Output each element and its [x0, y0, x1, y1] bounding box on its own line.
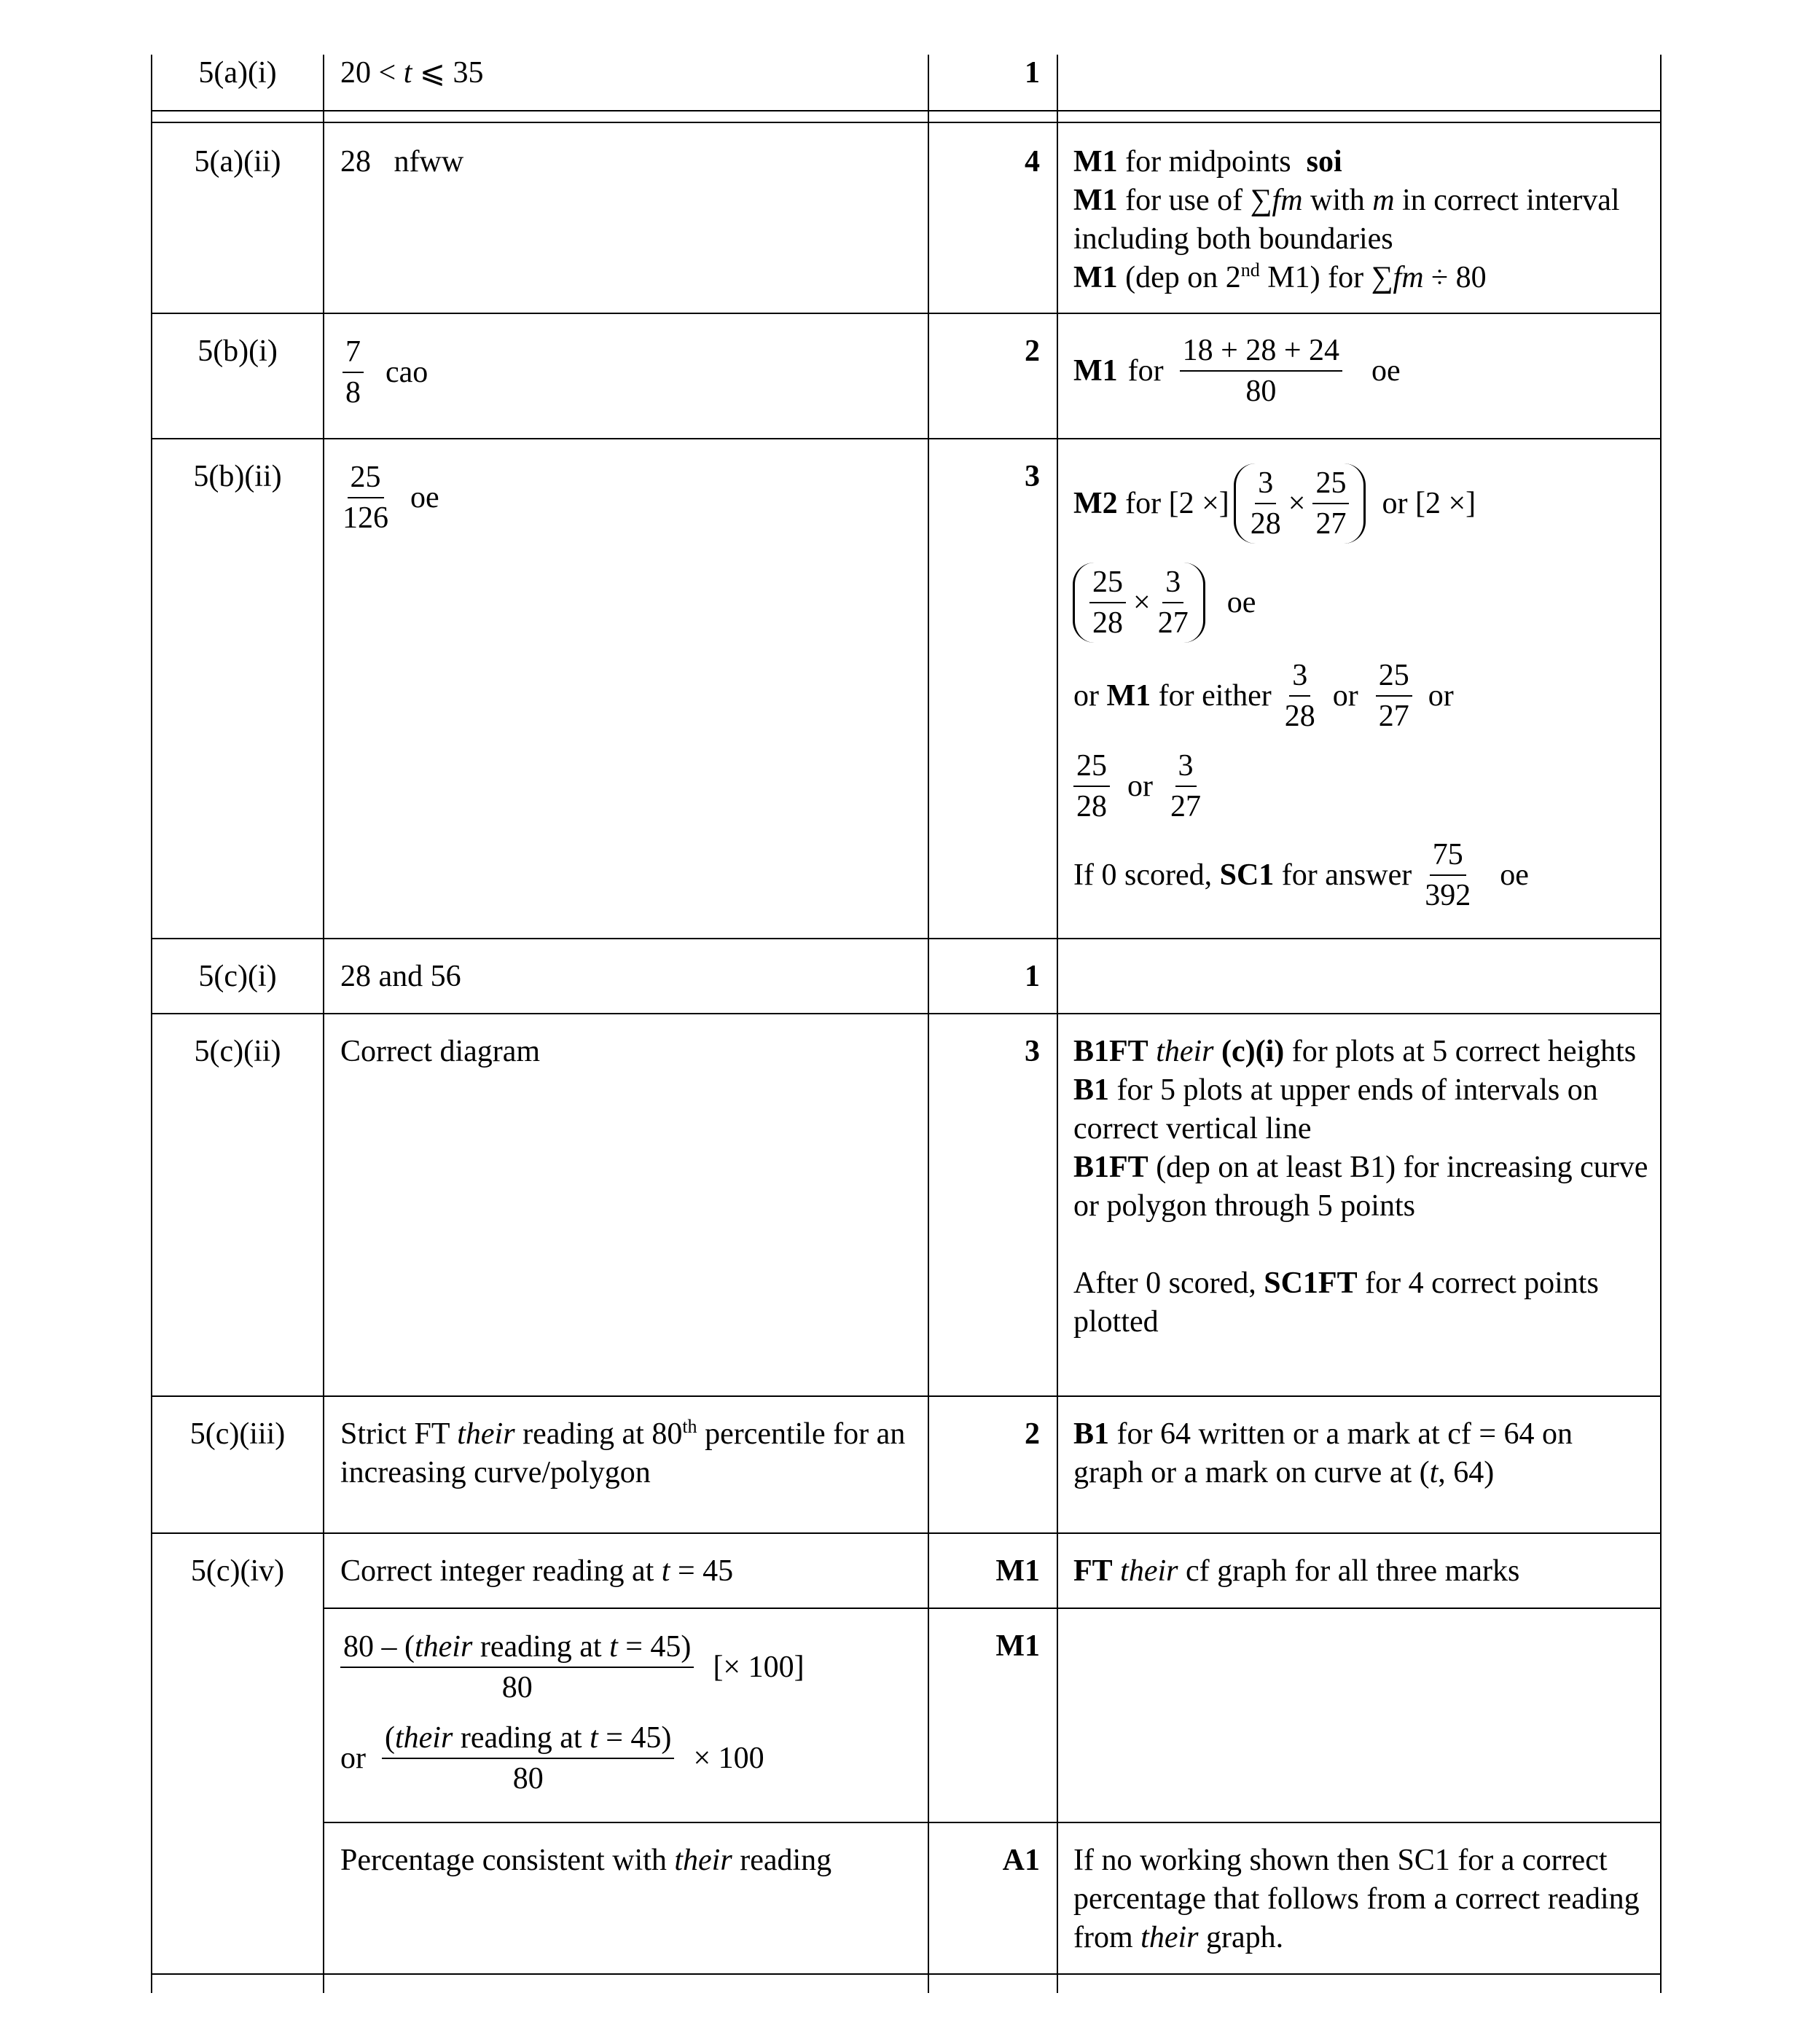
fraction-denominator: 80 — [512, 1762, 544, 1796]
question-number: 5(b)(i) — [197, 334, 278, 368]
question-number: 5(c)(iv) — [190, 1554, 285, 1588]
fraction-denominator: 27 — [1170, 790, 1201, 823]
marks-cell: 1 — [1025, 960, 1040, 993]
guidance-text: for 5 plots at upper ends of intervals on correct vertical line — [1073, 1073, 1598, 1146]
answer-cell — [340, 54, 916, 93]
fraction-numerator: 75 — [1430, 838, 1466, 876]
guidance-fraction — [1376, 659, 1412, 733]
guidance-fraction — [1285, 659, 1315, 733]
guidance-text: or — [1073, 678, 1107, 713]
mark-code: FT — [1073, 1554, 1113, 1588]
row-divider — [151, 110, 1662, 111]
answer-cell — [335, 335, 428, 410]
guidance-text: or — [1428, 678, 1454, 713]
marks-cell: M1 — [995, 1629, 1040, 1663]
guidance-fraction — [1251, 466, 1281, 541]
answer-italic: t — [661, 1554, 670, 1588]
guidance-text: for use of ∑ — [1117, 184, 1272, 217]
table-divider-question — [323, 55, 324, 1993]
marks-cell: 3 — [1025, 460, 1040, 493]
guidance-fraction — [1170, 749, 1201, 823]
mark-code: B1FT — [1073, 1151, 1148, 1184]
answer-formula — [340, 1721, 764, 1796]
guidance-text: for [2 ×] — [1117, 486, 1229, 520]
answer-cell — [335, 461, 439, 535]
mark-code: M1 — [1073, 145, 1118, 179]
space — [1148, 1035, 1157, 1068]
answer-italic: their — [674, 1844, 732, 1877]
row-divider — [151, 1395, 1662, 1397]
guidance-text: If 0 scored, — [1073, 858, 1220, 892]
row-divider — [323, 1822, 1662, 1823]
guidance-text: for answer — [1274, 858, 1412, 892]
formula-text: reading at — [453, 1721, 590, 1755]
guidance-line — [1066, 749, 1208, 823]
guidance-line — [1068, 563, 1256, 643]
row-divider — [151, 122, 1662, 123]
answer-text: ⩽ 35 — [412, 56, 484, 90]
answer-cell — [340, 1552, 916, 1591]
space — [1113, 1554, 1121, 1588]
guidance-fraction — [1089, 565, 1126, 640]
guidance-line — [1073, 143, 1649, 181]
formula-text: or — [340, 1741, 366, 1775]
guidance-italic: their — [1156, 1035, 1214, 1068]
guidance-text: oe — [1371, 353, 1401, 388]
table-divider-marks — [1057, 55, 1058, 1993]
guidance-text: oe — [1226, 585, 1256, 619]
marks-cell: 2 — [1025, 334, 1040, 368]
times-sign: × — [1133, 585, 1151, 619]
guidance-italic: fm — [1393, 261, 1424, 294]
formula-text: × 100 — [693, 1741, 764, 1775]
answer-text: reading — [732, 1844, 832, 1877]
mark-code: B1 — [1073, 1073, 1110, 1107]
guidance-line — [1073, 181, 1649, 259]
row-divider — [151, 1013, 1662, 1014]
fraction-denominator: 392 — [1425, 879, 1471, 912]
answer-text: Strict FT — [340, 1417, 458, 1451]
guidance-italic: their — [1140, 1921, 1199, 1954]
fraction-denominator: 27 — [1315, 507, 1347, 541]
answer-text: = 45 — [670, 1554, 734, 1588]
guidance-fraction — [1180, 334, 1342, 408]
marks-cell: M1 — [995, 1554, 1040, 1588]
guidance-fraction — [1425, 838, 1471, 912]
guidance-text: for — [1127, 353, 1164, 388]
row-divider — [151, 1532, 1662, 1534]
guidance-text: M1) for ∑ — [1259, 261, 1393, 294]
answer-qualifier: oe — [410, 480, 439, 514]
guidance-line — [1073, 659, 1454, 733]
marks-cell: A1 — [1002, 1844, 1040, 1877]
guidance-text: for either — [1151, 678, 1272, 713]
formula-text: reading at — [472, 1630, 610, 1664]
fraction-numerator: 25 — [1089, 565, 1126, 603]
answer-fraction — [382, 1721, 674, 1796]
guidance-fraction — [1158, 565, 1189, 640]
mark-code: M1 — [1106, 678, 1151, 713]
guidance-text: for 64 written or a mark at cf = 64 on graph or a mark on curve at ( — [1073, 1417, 1573, 1489]
fraction-denominator: 28 — [1250, 507, 1281, 541]
mark-code: M1 — [1073, 353, 1118, 388]
fraction-numerator — [340, 1630, 694, 1668]
fraction-denominator: 27 — [1157, 606, 1189, 640]
question-number: 5(a)(i) — [198, 56, 277, 90]
formula-text: = 45) — [598, 1721, 672, 1755]
guidance-italic: their — [1120, 1554, 1178, 1588]
answer-text: percentile for an increasing curve/polygon — [340, 1417, 906, 1489]
mark-code: SC1FT — [1264, 1266, 1358, 1300]
fraction-denominator: 8 — [345, 376, 361, 410]
fraction-numerator: 25 — [1376, 659, 1412, 697]
guidance-cell — [1073, 1552, 1649, 1591]
guidance-text: for plots at 5 correct heights — [1284, 1035, 1637, 1068]
formula-text: = 45) — [617, 1630, 692, 1664]
fraction-numerator: 25 — [348, 461, 384, 498]
formula-italic: their — [395, 1721, 453, 1755]
answer-cell — [340, 1415, 916, 1492]
part-reference: (c)(i) — [1213, 1035, 1285, 1068]
fraction-numerator: 25 — [1073, 749, 1110, 787]
guidance-text: oe — [1500, 858, 1529, 892]
formula-text: [× 100] — [713, 1650, 805, 1684]
guidance-text: If no working shown then SC1 for a correct percentage that follows from a correct reading from — [1073, 1844, 1640, 1954]
mark-code: B1FT — [1073, 1035, 1148, 1068]
guidance-italic: t — [1429, 1456, 1439, 1489]
fraction-numerator: 3 — [1255, 466, 1276, 504]
fraction-denominator: 28 — [1092, 606, 1123, 640]
fraction-numerator: 3 — [1175, 749, 1197, 787]
answer-cell: 28 nfww — [340, 145, 464, 179]
guidance-cell — [1073, 1841, 1649, 1957]
fraction-numerator — [382, 1721, 674, 1759]
guidance-text: (dep on 2 — [1117, 261, 1241, 294]
guidance-text: for midpoints — [1117, 145, 1299, 179]
fraction-denominator: 80 — [1245, 375, 1277, 408]
fraction-denominator: 28 — [1284, 700, 1315, 733]
guidance-text: with — [1302, 184, 1373, 217]
answer-variable: t — [403, 56, 412, 90]
guidance-text: ÷ 80 — [1423, 261, 1487, 294]
formula-italic: their — [415, 1630, 473, 1664]
guidance-text: for 4 correct points plotted — [1073, 1266, 1599, 1339]
row-divider — [323, 1608, 1662, 1609]
answer-cell: 28 and 56 — [340, 960, 461, 993]
guidance-paragraph — [1073, 1071, 1649, 1148]
fraction-numerator: 3 — [1289, 659, 1310, 697]
guidance-text: graph. — [1198, 1921, 1284, 1954]
guidance-fraction — [1312, 466, 1349, 541]
answer-text: reading at 80 — [514, 1417, 683, 1451]
marks-cell: 2 — [1025, 1417, 1040, 1451]
fraction-numerator: 18 + 28 + 24 — [1180, 334, 1342, 372]
guidance-text: After 0 scored, — [1073, 1266, 1264, 1300]
question-number: 5(c)(ii) — [194, 1035, 281, 1068]
guidance-fraction — [1073, 749, 1110, 823]
fraction-denominator: 28 — [1076, 790, 1107, 823]
answer-cell — [340, 1841, 916, 1880]
parenthesized-product — [1073, 563, 1205, 643]
superscript: th — [682, 1416, 697, 1437]
mark-code: M1 — [1073, 261, 1118, 294]
guidance-text: (dep on at least B1) for increasing curve or polygon through 5 points — [1073, 1151, 1648, 1223]
guidance-paragraph — [1073, 1148, 1649, 1226]
mark-code: M2 — [1073, 486, 1118, 520]
guidance-paragraph — [1073, 1264, 1649, 1342]
marks-cell: 4 — [1025, 145, 1040, 179]
guidance-italic: m — [1372, 184, 1395, 217]
formula-italic: t — [609, 1630, 618, 1664]
answer-cell: Correct diagram — [340, 1035, 541, 1068]
guidance-cell — [1073, 143, 1649, 297]
mark-code: M1 — [1073, 184, 1118, 217]
answer-fraction — [340, 1630, 694, 1704]
guidance-cell — [1073, 1033, 1649, 1342]
mark-code: SC1 — [1219, 858, 1275, 892]
row-divider — [151, 938, 1662, 939]
formula-text: 80 – ( — [343, 1630, 415, 1664]
fraction-denominator: 126 — [343, 501, 388, 535]
fraction-numerator: 25 — [1312, 466, 1349, 504]
guidance-line — [1073, 259, 1649, 297]
row-divider — [151, 1973, 1662, 1975]
guidance-text: in correct interval including both boundaries — [1073, 184, 1620, 256]
guidance-text: cf graph for all three marks — [1178, 1554, 1520, 1588]
answer-text: Correct integer reading at — [340, 1554, 662, 1588]
guidance-line — [1073, 838, 1529, 912]
mark-code: soi — [1306, 145, 1342, 179]
guidance-line — [1073, 463, 1476, 544]
question-number: 5(a)(ii) — [194, 145, 281, 179]
marks-cell: 3 — [1025, 1035, 1040, 1068]
guidance-paragraph — [1073, 1033, 1649, 1071]
marks-cell: 1 — [1025, 56, 1040, 90]
guidance-text: or — [1332, 678, 1358, 713]
guidance-cell — [1073, 334, 1401, 408]
answer-fraction — [343, 335, 364, 410]
table-border-right — [1660, 55, 1662, 1993]
question-number: 5(c)(iii) — [189, 1417, 286, 1451]
mark-code: B1 — [1073, 1417, 1110, 1451]
row-divider — [151, 438, 1662, 439]
answer-text: Percentage consistent with — [340, 1844, 675, 1877]
answer-fraction — [343, 461, 388, 535]
fraction-denominator: 80 — [501, 1671, 533, 1704]
guidance-text: , 64) — [1438, 1456, 1495, 1489]
times-sign: × — [1288, 486, 1306, 520]
fraction-denominator: 27 — [1378, 700, 1409, 733]
fraction-numerator: 7 — [343, 335, 364, 373]
superscript: nd — [1240, 259, 1260, 281]
guidance-italic: fm — [1272, 184, 1303, 217]
question-number: 5(c)(i) — [198, 960, 277, 993]
fraction-numerator: 3 — [1162, 565, 1183, 603]
question-number: 5(b)(ii) — [193, 460, 282, 493]
formula-italic: t — [590, 1721, 598, 1755]
answer-formula — [340, 1630, 805, 1704]
answer-italic: their — [457, 1417, 515, 1451]
guidance-cell — [1073, 1415, 1649, 1492]
answer-qualifier: cao — [386, 355, 428, 389]
guidance-text: or [2 ×] — [1382, 486, 1476, 520]
answer-text: 20 < — [340, 56, 404, 90]
parenthesized-product — [1234, 463, 1366, 544]
guidance-text: or — [1127, 769, 1153, 803]
row-divider — [151, 313, 1662, 314]
formula-text: ( — [385, 1721, 395, 1755]
